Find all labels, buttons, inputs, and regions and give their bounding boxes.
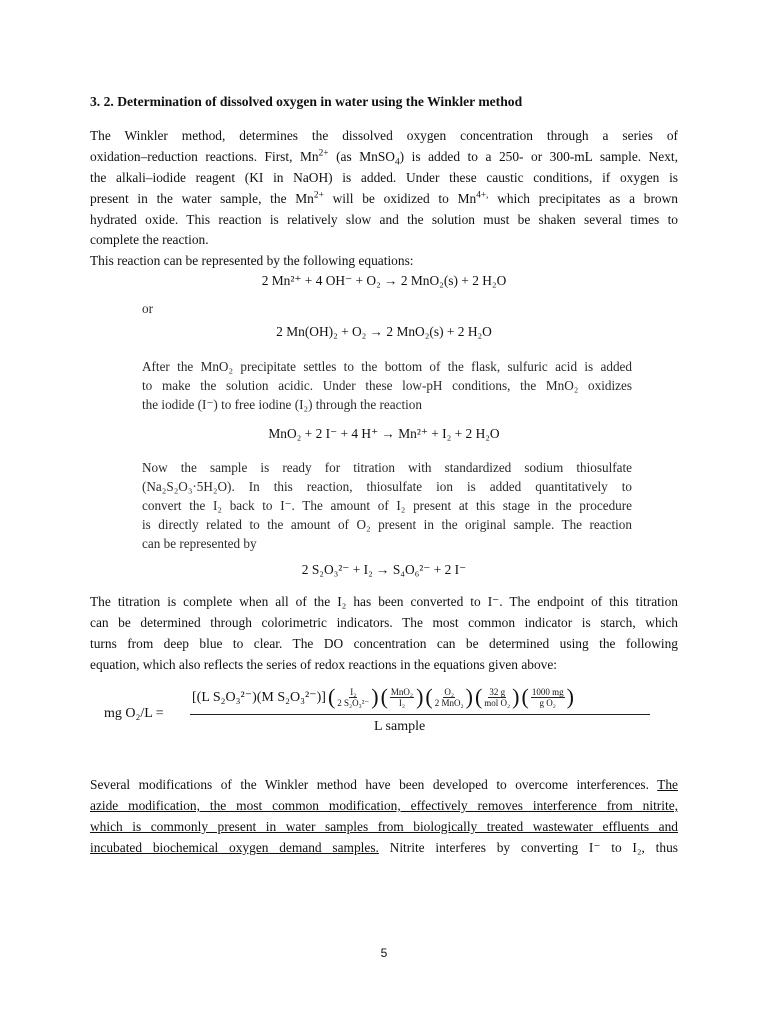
paren-close: ) <box>512 684 520 709</box>
paren-open: ( <box>327 684 336 709</box>
text-span: will be oxidized to Mn <box>323 191 477 206</box>
text-line: The titration is complete when all of the I₂ has been converted to I⁻. The endpoint of this titration <box>90 594 678 609</box>
text-span: present in the water sample, the Mn <box>90 191 314 206</box>
text-line: convert the I₂ back to I⁻. The amount of I₂ present at this stage in the procedure <box>142 498 632 513</box>
fraction-iodine-thiosulfate <box>337 687 369 708</box>
fraction-top: MnO₂ <box>390 686 414 697</box>
text-line: can be determined through colorimetric indicators. The most common indicator is starch, which <box>90 615 678 630</box>
text-line: to make the solution acidic. Under these low-pH conditions, the MnO₂ oxidizes <box>142 378 632 393</box>
fraction-bottom: I₂ <box>398 697 406 708</box>
fraction-top: 32 g <box>489 686 506 697</box>
page-number: 5 <box>380 946 388 960</box>
formula-lhs: mg O₂/L = <box>104 706 164 721</box>
text-line: The Winkler method, determines the dissolved oxygen concentration through a series of <box>90 128 678 143</box>
text-line: complete the reaction. <box>90 232 209 247</box>
text-line: This reaction can be represented by the following equations: <box>90 253 414 268</box>
text-line <box>90 147 678 168</box>
text-line: hydrated oxide. This reaction is relatively slow and the solution must be shaken several times to <box>90 212 678 227</box>
text-line <box>90 838 678 859</box>
text-line: is directly related to the amount of O₂ present in the original sample. The reaction <box>142 517 632 532</box>
paren-close: ) <box>465 684 473 709</box>
superscript: 4+, <box>476 190 489 201</box>
formula-denominator: L sample <box>374 719 426 734</box>
paren-open: ( <box>474 684 483 709</box>
text-line: (Na₂S₂O₃·5H₂O). In this reaction, thiosulfate ion is added quantitatively to <box>142 479 632 494</box>
text-line <box>90 775 678 796</box>
text-line: the alkali–iodide reagent (KI in NaOH) is added. Under these caustic conditions, if oxygen is <box>90 170 678 185</box>
fraction-molar-mass <box>484 687 510 708</box>
paren-open: ( <box>521 684 529 709</box>
underlined-text: The <box>657 777 678 792</box>
fraction-mg-conversion <box>531 687 565 708</box>
paren-close: ) <box>371 684 379 709</box>
paren-close: ) <box>566 684 574 709</box>
text-span: oxidation–reduction reactions. First, Mn <box>90 149 319 164</box>
fraction-o2-mno2 <box>435 687 464 708</box>
text-line: the iodide (I⁻) to free iodine (I₂) through the reaction <box>142 397 422 412</box>
section-heading: 3. 2. Determination of dissolved oxygen in water using the Winkler method <box>90 94 523 109</box>
formula-numerator <box>192 686 574 708</box>
text-line: turns from deep blue to clear. The DO concentration can be determined using the following <box>90 636 678 651</box>
equation-manganese-oxidation: 2 Mn²⁺ + 4 OH⁻ + O₂ → 2 MnO₂(s) + 2 H₂O <box>261 273 507 288</box>
fraction-bottom: g O₂ <box>539 697 556 708</box>
fraction-bottom: mol O₂ <box>484 697 511 708</box>
text-span: which precipitates as a brown <box>488 191 678 206</box>
equation-manganese-hydroxide: 2 Mn(OH)₂ + O₂ → 2 MnO₂(s) + 2 H₂O <box>276 324 492 339</box>
fraction-top: O₂ <box>444 686 454 697</box>
text-line: Now the sample is ready for titration with standardized sodium thiosulfate <box>142 460 632 475</box>
text-line: After the MnO₂ precipitate settles to the bottom of the flask, sulfuric acid is added <box>142 359 632 374</box>
text-line: can be represented by <box>142 536 257 551</box>
paren-open: ( <box>425 684 433 709</box>
underlined-text-line: which is commonly present in water samples from biologically treated wastewater effluents and <box>90 819 678 834</box>
text-span: (as MnSO <box>328 149 395 164</box>
equation-iodide-oxidation: MnO₂ + 2 I⁻ + 4 H⁺ → Mn²⁺ + I₂ + 2 H₂O <box>268 426 500 441</box>
paren-close: ) <box>416 684 424 709</box>
superscript: 2+ <box>318 148 329 159</box>
underlined-text-line: azide modification, the most common modification, effectively removes interference from nitrite, <box>90 798 678 813</box>
equation-thiosulfate: 2 S₂O₃²⁻ + I₂ → S₄O₆²⁻ + 2 I⁻ <box>301 562 467 577</box>
text-span: ) is added to a 250- or 300-mL sample. Next, <box>399 149 679 164</box>
text-line <box>90 189 678 210</box>
fraction-top: I₂ <box>350 686 357 697</box>
or-label: or <box>142 301 153 316</box>
text-span: Nitrite interferes by converting I⁻ to I₂, thus <box>378 840 678 855</box>
fraction-bottom: 2 MnO₂ <box>434 697 464 708</box>
subscript: 4 <box>394 157 400 168</box>
superscript: 2+ <box>313 190 324 201</box>
fraction-top: 1000 mg <box>531 686 564 697</box>
fraction-mno2-iodine <box>390 687 414 708</box>
numerator-main: [(L S₂O₃²⁻)(M S₂O₃²⁻)] <box>192 689 326 705</box>
text-line: equation, which also reflects the series of redox reactions in the equations given above: <box>90 657 558 672</box>
text-span: Several modifications of the Winkler method have been developed to overcome interferences. <box>90 777 658 792</box>
do-concentration-formula <box>104 686 664 746</box>
paren-open: ( <box>380 684 388 709</box>
underlined-text: incubated biochemical oxygen demand samples. <box>90 840 379 855</box>
fraction-bottom: 2 S₂O₃²⁻ <box>337 697 370 708</box>
fraction-bar <box>190 714 650 715</box>
